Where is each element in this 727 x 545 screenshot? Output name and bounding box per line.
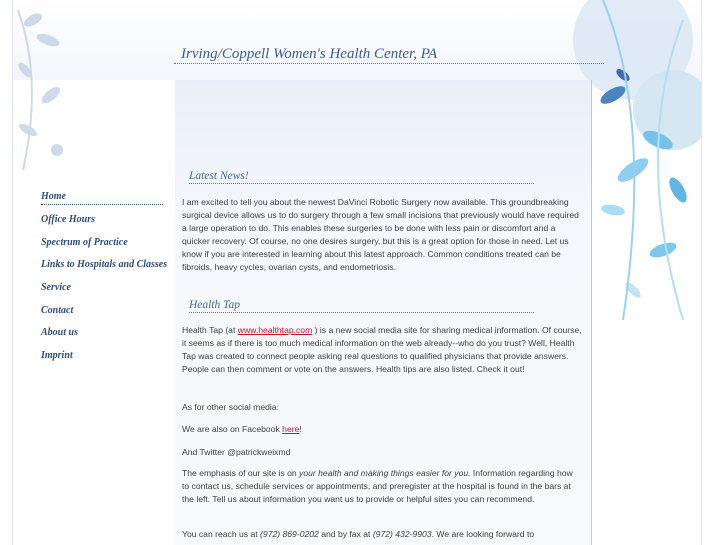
fax-number: (972) 432-9903 (372, 529, 432, 539)
main-nav (41, 190, 181, 372)
latest-news-body: I am excited to tell you about the newest DaVinci Robotic Surgery now available. This groundbreaking surgical device allows us to do surgery through a few small incisions that previously would have required a large operation to do. This enables these surgeries to be done with less pain or discomfort and a quicker recovery. Of course, no one desires surgery, but this is a great option for those in need. Let us know if you are interested in learning about this latest approach. Common conditions treated can be fibroids, heavy cycles, ovarian cysts, and endometriosis. (182, 197, 579, 272)
nav-office-hours[interactable]: Office Hours (41, 214, 95, 225)
twitter-line: And Twitter @patrickweixmd (182, 447, 291, 457)
nav-home[interactable]: Home (41, 190, 163, 205)
nav-links-to-hospitals[interactable]: Links to Hospitals and Classes (41, 259, 168, 271)
health-tap-intro (182, 324, 582, 376)
page (12, 0, 702, 545)
main-content (175, 80, 592, 545)
nav-imprint[interactable]: Imprint (41, 350, 73, 362)
facebook-text-end: ! (299, 424, 302, 434)
facebook-link[interactable]: here (282, 424, 300, 434)
contact-text-2: and by fax at (318, 529, 373, 539)
nav-contact[interactable]: Contact (41, 304, 74, 316)
nav-spectrum-of-practice[interactable]: Spectrum of Practice (41, 236, 128, 248)
contact-text-3: . We are looking forward to (431, 529, 535, 539)
health-tap-intro-text: Health Tap (at (182, 325, 238, 335)
nav-about-us[interactable]: About us (41, 327, 78, 339)
nav-service[interactable]: Service (41, 282, 71, 294)
health-tap-heading: Health Tap (189, 299, 241, 311)
contact-paragraph (182, 528, 582, 541)
emphasis-italic-text: your health and making things easier for you. (299, 468, 471, 478)
latest-news-heading: Latest News! (189, 170, 249, 182)
health-tap-divider (189, 312, 534, 313)
emphasis-text: The emphasis of our site is on (182, 468, 300, 478)
latest-news-divider (189, 183, 534, 184)
contact-text: You can reach us at (182, 529, 261, 539)
health-tap-intro-text-2: ) is a new social media site for sharing medical information. Of course, it seems as if there is too much medical information on the web already--who do you trust? Well, Health Tap was created to connect people asking real questions to qualified physicians that provide answers. People can then comment or vote on the answers. Health tips are also listed. Check it out! (182, 325, 582, 374)
title-divider (174, 63, 604, 64)
emphasis-paragraph (182, 467, 582, 506)
facebook-line (182, 423, 582, 436)
sidebar (13, 0, 175, 545)
social-media-intro: As for other social media: (182, 402, 279, 412)
emphasis-text-2: Information regarding how to contact us, schedule services or appointments, and preregister at the hospital is found in the bars at the left. Tell us about information you want us to provide or helpful sites you can recommend. (182, 468, 573, 504)
phone-number: (972) 869-0202 (260, 529, 319, 539)
facebook-text: We are also on Facebook (182, 424, 283, 434)
healthtap-link[interactable]: www.healthtap.com (237, 325, 313, 335)
site-title: Irving/Coppell Women's Health Center, PA (181, 46, 438, 62)
